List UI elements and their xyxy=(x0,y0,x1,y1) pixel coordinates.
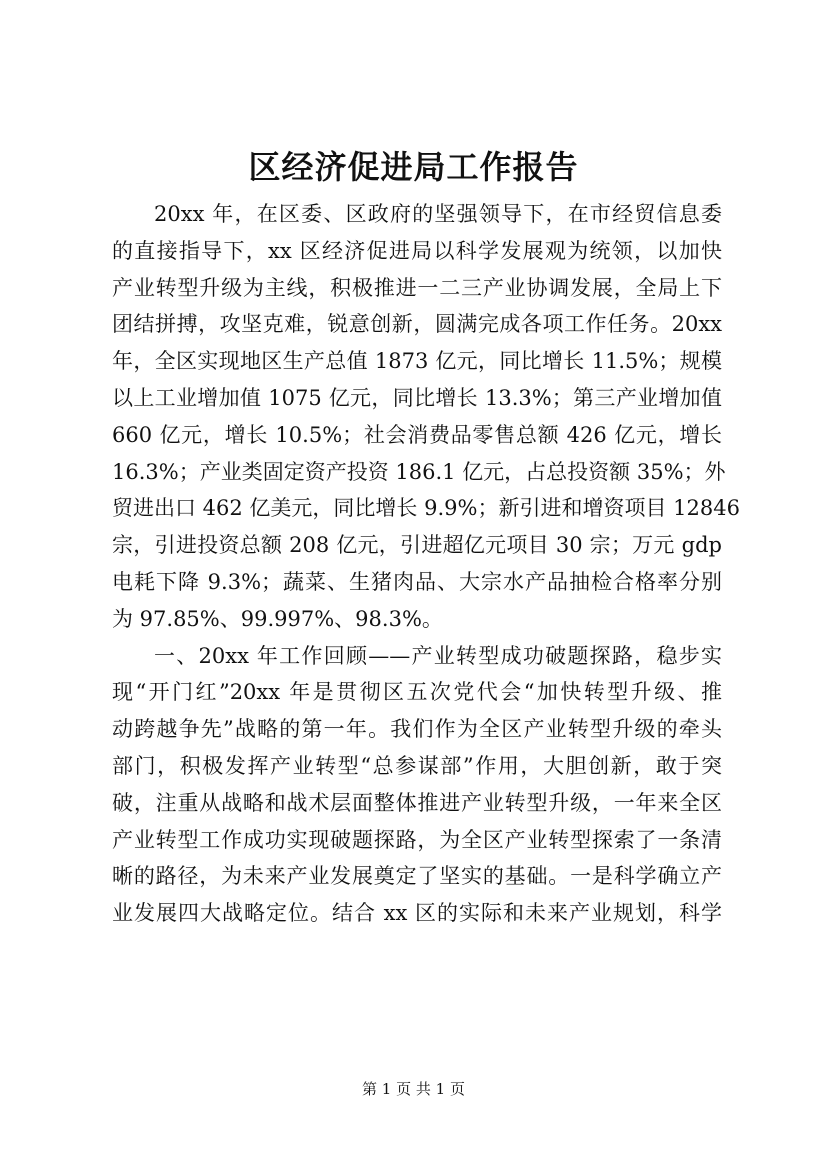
paragraph-line: 660 亿元，增长 10.5%；社会消费品零售总额 426 亿元，增长 xyxy=(112,422,722,447)
paragraph-line: 晰的路径，为未来产业发展奠定了坚实的基础。一是科学确立产 xyxy=(112,864,722,889)
paragraph-line: 为 97.85%、99.997%、98.3%。 xyxy=(112,606,443,631)
paragraph-line: 现“开门红”20xx 年是贯彻区五次党代会“加快转型升级、推 xyxy=(112,680,722,705)
paragraph-line: 贸进出口 462 亿美元，同比增长 9.9%；新引进和增资项目 12846 xyxy=(112,496,740,521)
paragraph-line: 团结拼搏，攻坚克难，锐意创新，圆满完成各项工作任务。20xx xyxy=(112,312,722,337)
paragraph-1 xyxy=(112,196,740,638)
paragraph-line: 16.3%；产业类固定资产投资 186.1 亿元，占总投资额 35%；外 xyxy=(112,459,726,484)
document-title: 区经济促进局工作报告 xyxy=(248,148,579,186)
paragraph-2 xyxy=(112,638,722,932)
paragraph-line: 电耗下降 9.3%；蔬菜、生猪肉品、大宗水产品抽检合格率分别 xyxy=(112,569,722,594)
paragraph-line: 以上工业增加值 1075 亿元，同比增长 13.3%；第三产业增加值 xyxy=(112,385,722,410)
paragraph-line: 一、20xx 年工作回顾——产业转型成功破题探路，稳步实 xyxy=(154,643,722,668)
page-indicator: 第 1 页 共 1 页 xyxy=(362,1080,465,1098)
paragraph-line: 宗，引进投资总额 208 亿元，引进超亿元项目 30 宗；万元 gdp xyxy=(112,533,722,558)
paragraph-line: 的直接指导下，xx 区经济促进局以科学发展观为统领，以加快 xyxy=(112,238,722,263)
paragraph-line: 产业转型升级为主线，积极推进一二三产业协调发展，全局上下 xyxy=(112,275,722,300)
document-body xyxy=(112,196,740,932)
paragraph-line: 动跨越争先”战略的第一年。我们作为全区产业转型升级的牵头 xyxy=(112,717,722,742)
paragraph-line: 业发展四大战略定位。结合 xx 区的实际和未来产业规划，科学 xyxy=(112,901,722,926)
paragraph-line: 产业转型工作成功实现破题探路，为全区产业转型探索了一条清 xyxy=(112,827,722,852)
paragraph-line: 部门，积极发挥产业转型“总参谋部”作用，大胆创新，敢于突 xyxy=(112,753,722,778)
paragraph-line: 20xx 年，在区委、区政府的坚强领导下，在市经贸信息委 xyxy=(154,202,722,226)
paragraph-line: 年，全区实现地区生产总值 1873 亿元，同比增长 11.5%；规模 xyxy=(112,349,722,374)
paragraph-line: 破，注重从战略和战术层面整体推进产业转型升级，一年来全区 xyxy=(112,790,722,815)
